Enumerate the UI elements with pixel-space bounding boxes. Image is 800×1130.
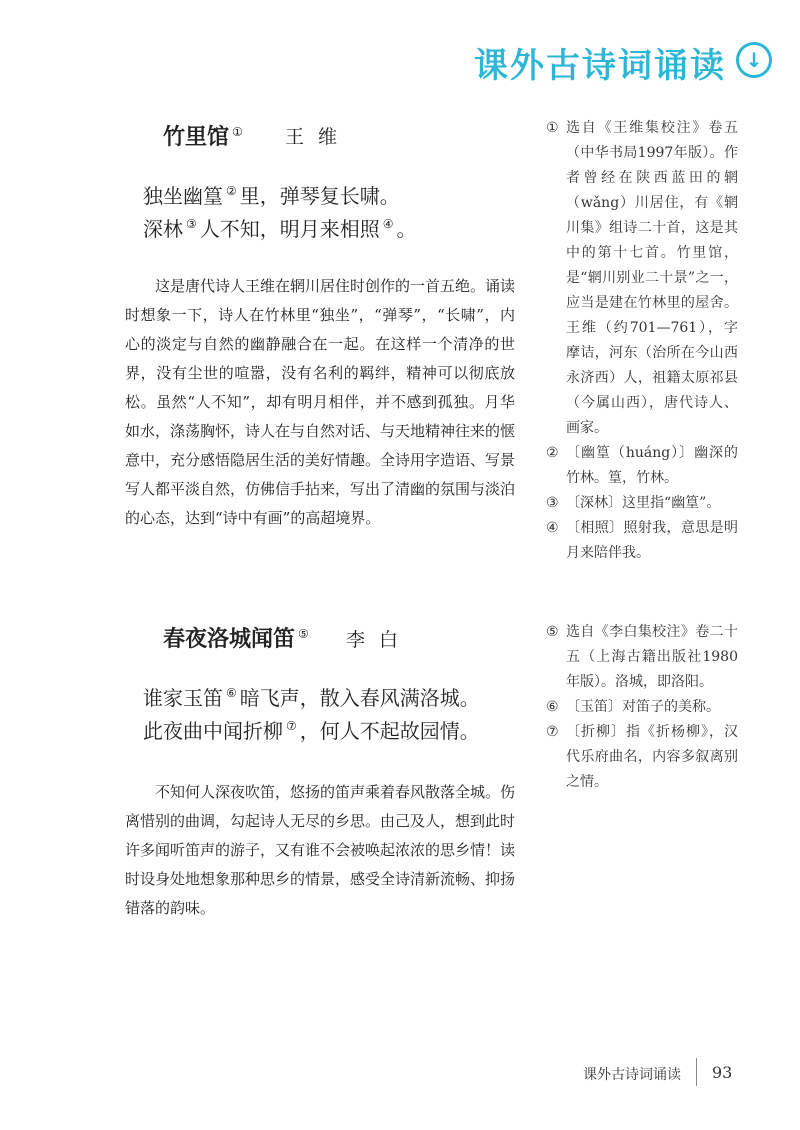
poem-commentary: 这是唐代诗人王维在辋川居住时创作的一首五绝。诵读时想象一下，诗人在竹林里“独坐”，“弹琴”，“长啸”，内心的淡定与自然的幽静融合在一起。在这样一个清净的世界，没有尘世的喧嚣，没有名利的羁绊，精神可以彻底放松。虽然“人不知”，却有明月相伴，并不感到孤独。月华如水，涤荡胸怀，诗人在与自然对话、与天地精神往来的惬意中，充分感悟隐居生活的美好情趣。全诗用字造语、写景写人都平淡自然，仿佛信手拈来，写出了清幽的氛围与淡泊的心态，达到“诗中有画”的高超境界。 — [125, 277, 516, 527]
poem-author: 李白 — [346, 629, 413, 651]
footnote: ⑥ 〔玉笛〕对笛子的美称。 — [546, 699, 720, 715]
footnote-ref: ② — [226, 184, 237, 199]
footnote: ② 〔幽篁（huáng）〕幽深的竹林。篁，竹林。 — [546, 445, 738, 486]
footnote-ref: ⑥ — [226, 686, 237, 701]
footnote: ① 选自《王维集校注》卷五（中华书局1997年版）。作者曾经在陕西蓝田的辋（wǎng）川居住，有《辋川集》组诗二十首，这是其中的第十七首。竹里馆，是“辋川别业二十景”之一，应当是建在竹林里的屋舍。王维（约701—761），字摩诘，河东（治所在今山西永济西）人，祖籍太原祁县（今属山西），唐代诗人、画家。 — [546, 120, 738, 436]
verse-line: 此夜曲中闻折柳 ⑦ ，何人不起故园情。 — [143, 719, 480, 743]
footer-divider — [696, 1058, 697, 1086]
footnote: ④ 〔相照〕照射我，意思是明月来陪伴我。 — [546, 520, 738, 561]
poem-author: 王维 — [285, 126, 352, 148]
poem-title-text: 春夜洛城闻笛 — [163, 627, 296, 652]
page-number: 93 — [712, 1063, 733, 1082]
footnote-ref: ⑦ — [286, 719, 297, 734]
verse-line: 深林 ③ 人不知，明月来相照 ④ 。 — [143, 217, 417, 241]
footnote-ref: ⑤ — [298, 626, 309, 641]
footnote-ref: ③ — [186, 217, 197, 232]
section-title: 课外古诗词诵读 — [474, 46, 726, 86]
footnote-ref: ① — [232, 124, 243, 139]
poem-title — [163, 120, 246, 151]
poem-commentary: 不知何人深夜吹笛，悠扬的笛声乘着春风散落全城。伤离惜别的曲调，勾起诗人无尽的乡思。由己及人，想到此时许多闻听笛声的游子，又有谁不会被唤起浓浓的思乡情！读时设身处地想象那种思乡的情景，感受全诗清新流畅、抑扬错落的韵味。 — [125, 783, 516, 917]
verse-line: 谁家玉笛 ⑥ 暗飞声，散入春风满洛城。 — [143, 686, 480, 710]
verse-line: 独坐幽篁 ② 里，弹琴复长啸。 — [143, 184, 400, 208]
poem-title-text: 竹里馆 — [163, 125, 230, 150]
footnote: ③ 〔深林〕这里指“幽篁”。 — [546, 495, 721, 511]
section-badge-icon: ↓ — [736, 42, 772, 78]
footer-section-label: 课外古诗词诵读 — [583, 1067, 681, 1083]
footnotes — [546, 116, 738, 566]
poem-title — [163, 622, 312, 653]
footnote: ⑦ 〔折柳〕指《折杨柳》，汉代乐府曲名，内容多叙离别之情。 — [546, 724, 738, 790]
footnote-ref: ④ — [382, 217, 394, 232]
footnotes — [546, 620, 738, 795]
footnote: ⑤ 选自《李白集校注》卷二十五（上海古籍出版社1980年版）。洛城，即洛阳。 — [546, 624, 738, 690]
